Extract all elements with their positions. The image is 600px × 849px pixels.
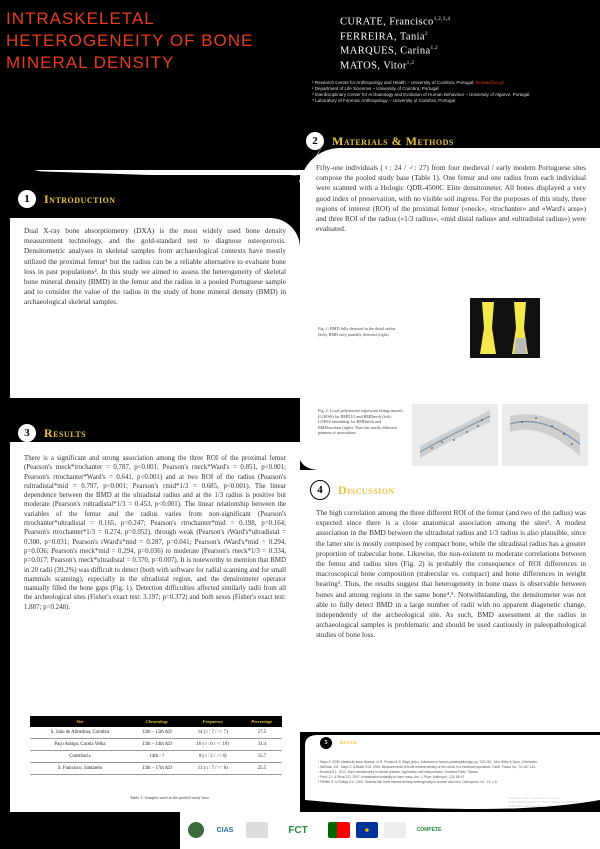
methods-header (306, 132, 454, 150)
cias-logo: CIAS (216, 826, 234, 834)
intro-title: Introduction (44, 191, 116, 206)
methods-text: Fifty-one individuals (♀: 24 / ♂: 27) from four medieval / early modern Portuguese sites compose the pooled study base (Table 1). One femur and one radius from each individual were scanned with a Hologic QDR-4500C Elite densitometer. All bones displayed a very good index of preservation, with no visible soil ingress. For the purposes of this study, three regions of interest (ROI) of the proximal femur («neck», «trochanter» and «Ward's area») and three ROI of the radius («1/3 radius», «mid distal radius» and «ultradistal radius») were evaluated. (316, 163, 586, 234)
qren-logo-icon (384, 822, 406, 838)
fct-logo: FCT (288, 824, 308, 836)
university-seal-icon (188, 822, 204, 838)
references-header (320, 737, 359, 749)
results-text: There is a significant and strong association among the three ROI of the proximal femur (Pearson's rneck*trochanter = 0.787, p<0.001; Pearson's rneck*Ward's = 0.851, p<0.001; Pearson's rtrochanter*Ward's = 0.641, p<0.001) and at two ROI of the radius (Pearson's rultradistal*mid = 0.797, p<0.001; Pearson's rmid*1/3 = 0.685, p<0.001). The linear dependence between the BMD at the ultradistal radius and at the 1/3 radius is positive but moderate (Pearson's rultradistal*1/3 = 0.453, p<0.001). The linear relationship between the variables of the femur and the radius varies from non-significant (Pearson's rtrochanter*ultradistal = 0.165, p=0.247; Pearson's rtrochanter*mid = 0.198, p=0.164; Pearson's rtrochanter*1/3 = 0.274, p=0.052), through weak (Pearson's rWard's*ultradistal = 0.300, p=0.031; Pearson's rWard's*mid = 0.287, p=0.041; Pearson's rWard's*mid = 0.294, p=0.036; Pearson's rneck*mid = 0.294, p=0.036) to moderate (Pearson's rneck*1/3 = 0.334, p=0.017; Pearson's rneck*ultradistal = 0.370, p=0.007). It is noteworthy to mention that BMD in 20 radii (39,2%) was difficult to detect (both with software for radial scanning and for small mammals scanning), especially in the ultradistal region, and the densitometer operator manually filled the bone gaps (Fig. 1). Detection difficulties affected similarly radii from all the archeological sites (Fisher's exact test: 3.197; p=0.372) and both sexes (Fisher's exact test: 1.887; p=0.248). (24, 455, 286, 611)
compete-logo: COMPETE (416, 827, 442, 833)
logo-strip (188, 820, 446, 840)
author-list (340, 14, 590, 72)
table-row: Paço Antigo, Cacela Velha 13th – 14th AD 16 (♀: 6 / ♂: 10) 31.4 (30, 739, 282, 751)
fig1-radius-images (470, 298, 540, 358)
author-1: CURATE, Francisco$^{1,2,3,4}$ (340, 16, 451, 28)
fig1-caption: Fig. 1: BMD fully detected in the distal radius (left); BMD only partially detected (right). (318, 326, 396, 337)
author-3: MARQUES, Carina$^{1,2}$ (340, 45, 439, 57)
author-4: MATOS, Vitor$^{1,2}$ (340, 60, 415, 71)
table-row: Constância 14th - ? 8 (♀: 2 / ♂: 6) 15.7 (30, 751, 282, 763)
discussion-header (310, 480, 395, 500)
section-number-2: 2 (306, 132, 324, 150)
table-row: S. Francisco, Santarém 13th – 17th AD 13 (♀: 7 / ♂: 6) 25.5 (30, 763, 282, 775)
results-header (18, 424, 86, 442)
table-row: S. João de Almedina, Coimbra 12th – 15th AD 14 (♀: 7 / ♂: 7) 27.5 (30, 727, 282, 739)
references-title: Refer. (340, 741, 359, 746)
references-list: ¹ Mays S. 2008. Metabolic bone disease. In R. Pinhasi & S. Mays (eds.), Advances in human palaeopathology, pp. 215-251. John Wiley & Sons, Chichester. ² McEwan J.M., Mays S. & Blake G.M. 2004. Measurements of bone mineral density of the radius in a medieval population. Calcif. Tissue Int., 74: 157-161. ³ Bonnick S.L. 2010. Bone densitometry in clinical practice. Application and interpretation. Humana Press, Totowa. ⁴ Peck J.J. & Stout S.D. 2007. Intraskeletal variability in bone mass. Am. J. Phys. Anthropol., 132: 89-97. ⁵ Pfeiffer S. & Phillips K.C. 2001. Skeletal site bone mineral density heterogeneity in women and men. Osteoporos. Int., 12: 1-6. (318, 760, 538, 784)
table-header-row (30, 716, 282, 727)
samples-table (30, 716, 282, 775)
eu-flag-icon: ★ (356, 822, 378, 838)
discussion-title: Discussion (338, 482, 395, 497)
email-link[interactable]: fcurate@uc.pt (475, 80, 504, 85)
col-site: Site (30, 716, 130, 727)
fig2-caption: Fig. 2: Local polynomial regression fitting smooth (LOESS) for BMD1/3 and BMDneck (left); LOESS smoothing for BMDneck and BMDtrochant (right). Note the utterly different patterns of association. (318, 408, 403, 435)
col-frequency: Frequency (184, 716, 242, 727)
section-number-1: 1 (18, 190, 36, 208)
discussion-text: The high correlation among the three different ROI of the femur (and two of the radius) was expected since there is a close anatomical association among the sites². A modest association in the BMD between the ultradistal radius and 1/3 radius is also plausible, since the latter site is mostly composed by compact bone, while the ultradistal radius has a greater proportion of trabecular bone. Likewise, the non-existent to moderate correlations between the femur and radius sites (Fig. 2) is probably the consequence of ROI differences in macroscopical bone composition (trabecular vs. compact) and bone differences in weight bearing³. Thus, the results suggest that heterogeneity in bone mass is observable between bones and among regions in the same bone⁴,⁵. Notwithstanding, the densitometer was not able to fully detect BMD in a large number of radii with no apparent diagenetic change, independently of the archeological site. As such, BMD assessment at the radius in archaeological samples is problematic and should be used cautiously in paleopathological studies of bone loss. (316, 508, 586, 640)
intro-header (18, 190, 116, 208)
funding-note: Fundação para a Ciência e Tecnologia SFRH/BPD/74015/2010; PEST-OE/SADG/UI0283/2013; PTDC/HIS-ARQ/101299/2008 (508, 796, 583, 808)
affiliations: ¹ Research Centre for Anthropology and Health – University of Coimbra, Portugal; fcurate@uc.pt ² Department of Life Sciences – University of Coimbra, Portugal ³ Interdisciplinary Center for Archaeology and Evolution of Human Behaviour – University of Algarve, Portugal ⁴ Laboratory of Forensic Anthropology – University of Coimbra, Portugal (312, 80, 530, 103)
poster-title: INTRASKELETAL HETEROGENEITY OF BONE MINERAL DENSITY (6, 9, 254, 72)
intro-text: Dual X-ray bone absorptiometry (DXA) is the most widely used bone density measurement technology, and the gold-standard test to diagnose osteoporosis. Densitometric analyses in skeletal samples from archaeological contexts have mostly utilized the proximal femur¹ but the radius can be a reliable alternative to evaluate bone loss in past populations². In this study we aimed to assess the heterogeneity of skeletal bone mineral density (BMD) in the femur and the radius in a pooled Portuguese sample and to consider the value of the radius in the study of bone mineral density (BMD) in archaeological skeletal samples. (24, 226, 286, 307)
table-caption: Table 1: Samples used in the pooled study base. (130, 795, 211, 800)
portugal-flag-icon (328, 822, 350, 838)
author-2: FERREIRA, Tania$^2$ (340, 31, 428, 42)
methods-title: Materials & Methods (332, 133, 454, 148)
research-logo-icon (246, 822, 268, 838)
section-number-5: 5 (320, 737, 332, 749)
col-chronology: Chronology (130, 716, 184, 727)
section-number-4: 4 (310, 480, 330, 500)
col-percentage: Percentage (242, 716, 282, 727)
section-number-3: 3 (18, 424, 36, 442)
fig2-loess-plots (412, 404, 588, 466)
results-title: Results (44, 425, 87, 440)
